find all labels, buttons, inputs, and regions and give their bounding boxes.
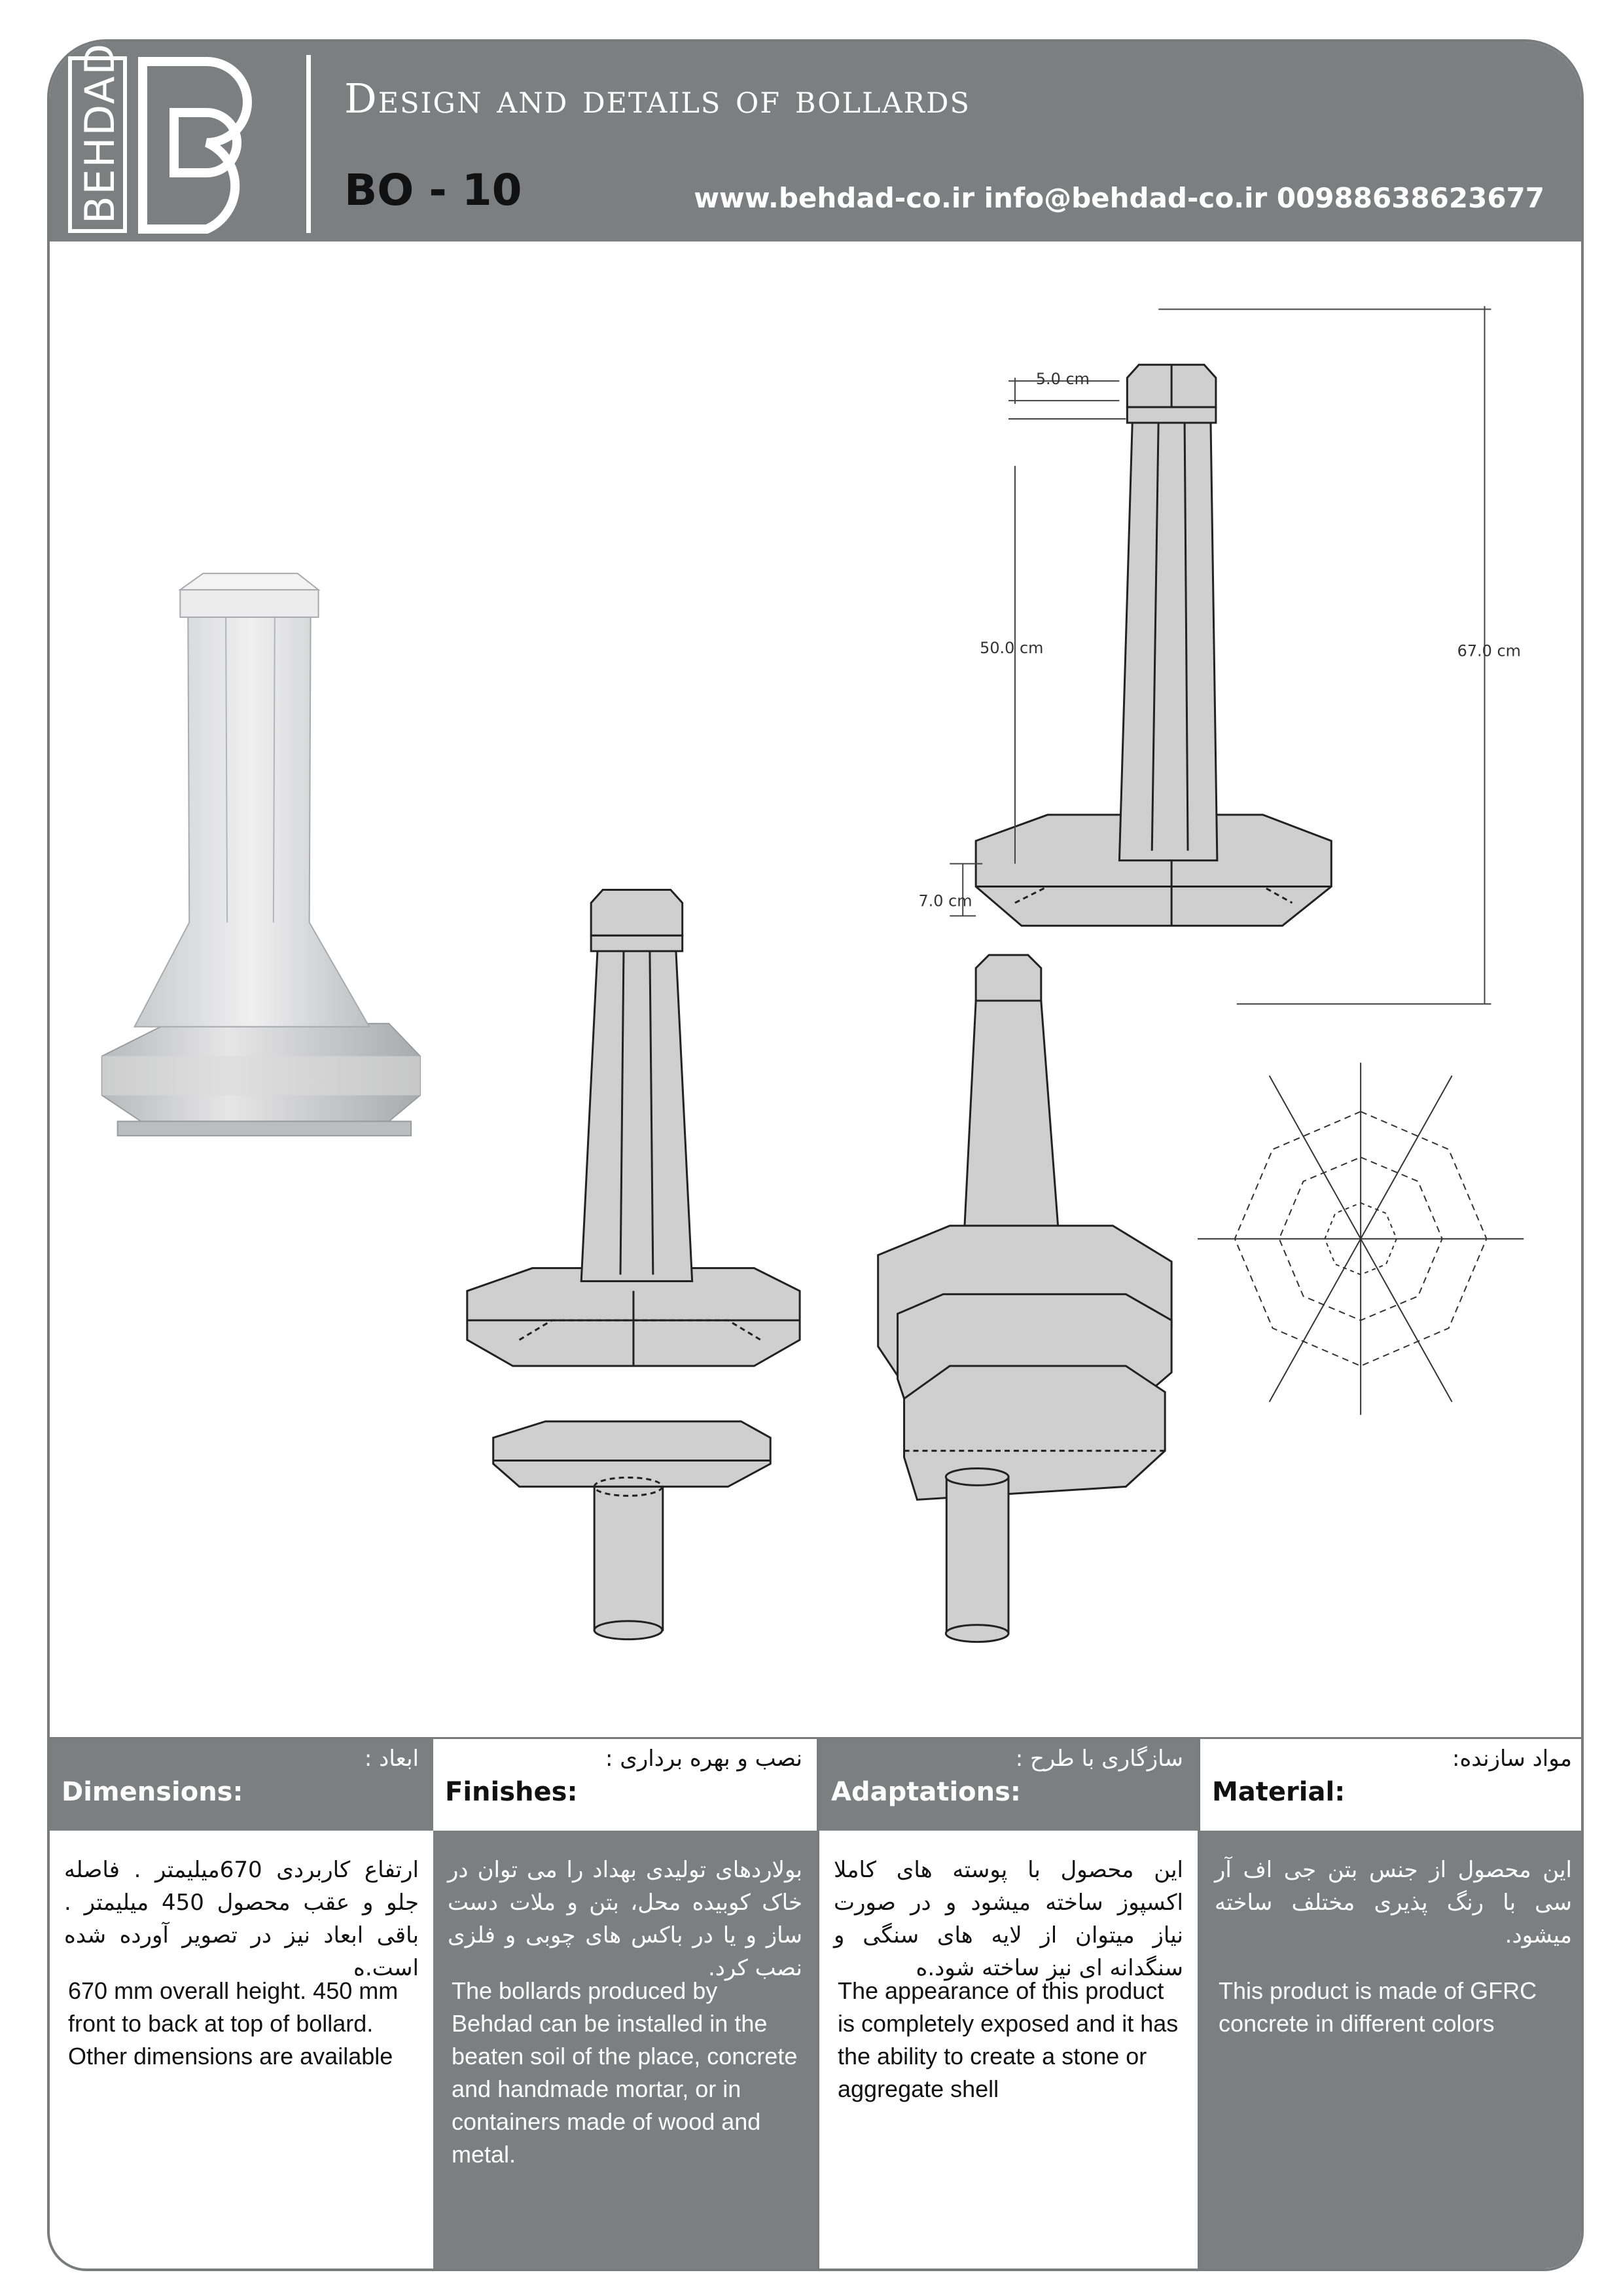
column-header: [433, 1739, 817, 1831]
column-adaptations: [817, 1739, 1200, 2271]
label-en: Material:: [1212, 1777, 1346, 1807]
label-fa: سازگاری با طرح :: [1015, 1746, 1183, 1772]
text-en: This product is made of GFRC concrete in different colors: [1219, 1977, 1537, 2037]
logo-wordmark: BEHDAD: [76, 42, 124, 224]
bollard-exploded-view: [467, 890, 800, 1640]
column-finishes: [433, 1739, 817, 2271]
column-header: [819, 1739, 1198, 1831]
label-en: Finishes:: [445, 1777, 578, 1807]
text-fa: این محصول از جنس بتن جی اف آر سی با رنگ پذیری مختلف ساخته میشود.: [1215, 1857, 1572, 1948]
drawing-area: [50, 242, 1581, 1737]
logo-frame: [68, 42, 127, 233]
header-band: [50, 42, 1581, 242]
logo-b-icon: [135, 54, 285, 237]
text-en: The bollards produced by Behdad can be installed in the beaten soil of the place, concrete and handmade mortar, or in containers made of wood and metal.: [452, 1977, 798, 2168]
text-fa: این محصول با پوسته های کاملا اکسپوز ساخته میشود و در صورت نیاز میتوان از لایه های سنگی و سنگدانه ای نیز ساخته شود.ه: [834, 1857, 1183, 1981]
dimension-label-base: 7.0 cm: [918, 891, 972, 910]
column-header: [50, 1739, 433, 1831]
column-header: [1200, 1739, 1584, 1831]
header-divider: [306, 55, 311, 233]
text-en: The appearance of this product is completely exposed and it has the ability to create a stone or aggregate shell: [838, 1977, 1179, 2102]
dimension-label-total: 67.0 cm: [1457, 641, 1521, 660]
spec-sheet: [47, 39, 1584, 2271]
bollard-render: [102, 573, 420, 1136]
bollard-exploded-perspective: [878, 955, 1171, 1641]
bollard-top-view-lines: [1198, 1063, 1524, 1415]
info-section: [50, 1737, 1581, 2271]
dimension-label-shaft: 50.0 cm: [980, 638, 1044, 657]
column-material: [1200, 1739, 1584, 2271]
page-title: Design and details of bollards: [344, 75, 971, 122]
label-en: Dimensions:: [62, 1777, 243, 1807]
contact-line: www.behdad-co.ir info@behdad-co.ir 00988638623677: [694, 182, 1544, 214]
text-fa: ارتفاع کاربردی 670میلیمتر . فاصله جلو و عقب محصول 450 میلیمتر . باقی ابعاد نیز در تصویر آورده شده است.ه: [64, 1857, 419, 1981]
label-en: Adaptations:: [831, 1777, 1021, 1807]
text-en: 670 mm overall height. 450 mm front to back at top of bollard. Other dimensions are available: [68, 1977, 399, 2070]
label-fa: مواد سازنده:: [1452, 1746, 1572, 1772]
column-dimensions: [50, 1739, 433, 2271]
product-code: BO - 10: [344, 165, 522, 215]
label-fa: ابعاد :: [364, 1746, 419, 1772]
dimension-label-top: 5.0 cm: [1035, 370, 1090, 389]
text-fa: بولاردهای تولیدی بهداد را می توان در خاک کوبیده محل، بتن و ملات دست ساز و یا در باکس های چوبی و فلزی نصب کرد.: [448, 1857, 802, 1981]
label-fa: نصب و بهره برداری :: [605, 1746, 802, 1772]
